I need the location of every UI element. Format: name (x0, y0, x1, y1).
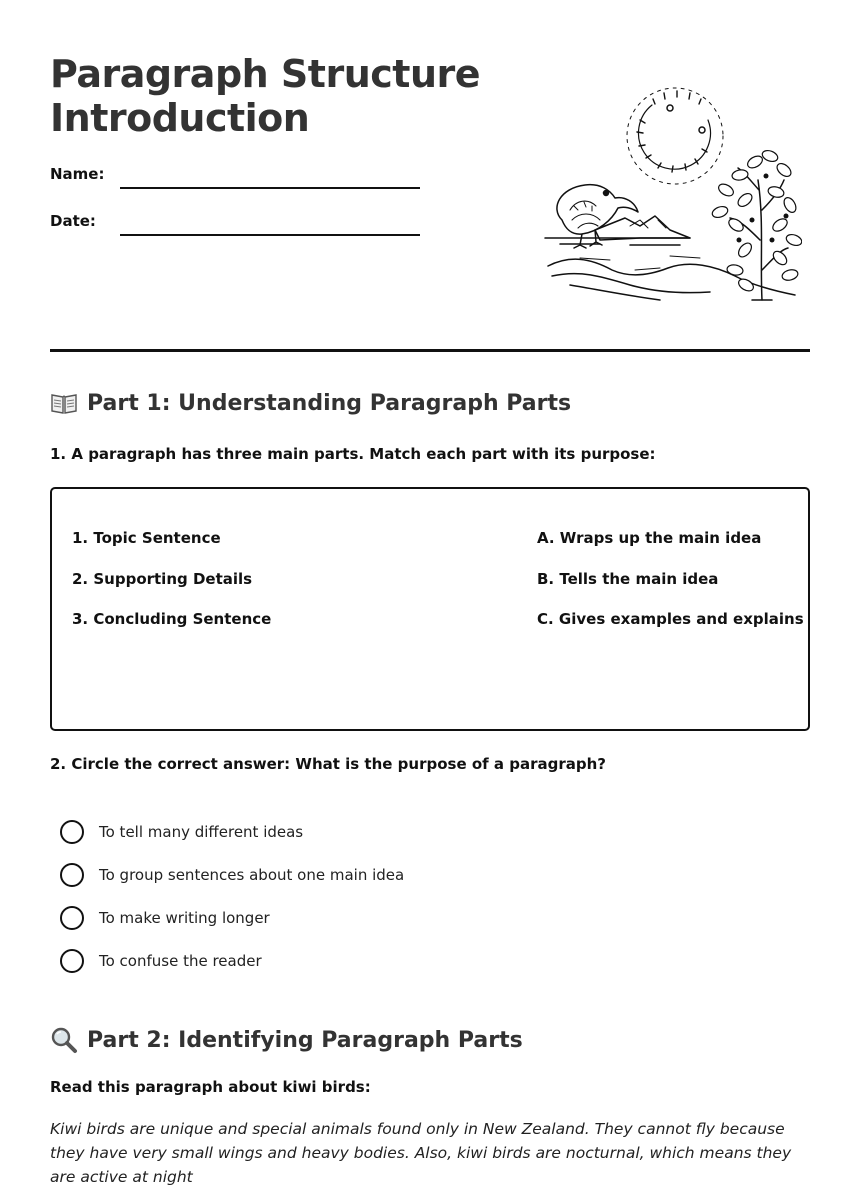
match-left-item-1: 1. Topic Sentence (72, 529, 221, 547)
match-left-item-2: 2. Supporting Details (72, 570, 253, 588)
option-circle[interactable] (60, 949, 84, 973)
match-right-item-c: C. Gives examples and explains (537, 610, 804, 628)
option-circle[interactable] (60, 863, 84, 887)
answer-option-4[interactable] (60, 949, 262, 973)
name-label: Name: (50, 165, 105, 183)
question-1: 1. A paragraph has three main parts. Match each part with its purpose: (50, 445, 656, 463)
open-book-icon (50, 389, 78, 417)
option-text: To tell many different ideas (99, 823, 304, 841)
option-text: To make writing longer (99, 909, 270, 927)
reading-instruction: Read this paragraph about kiwi birds: (50, 1078, 371, 1096)
date-input-line[interactable] (120, 234, 420, 236)
match-left-item-3: 3. Concluding Sentence (72, 610, 272, 628)
part1-heading-text: Part 1: Understanding Paragraph Parts (87, 390, 572, 416)
question-2: 2. Circle the correct answer: What is the purpose of a paragraph? (50, 755, 607, 773)
part2-heading-text: Part 2: Identifying Paragraph Parts (87, 1027, 523, 1053)
option-circle[interactable] (60, 820, 84, 844)
seal-logo (627, 88, 723, 184)
title-line-1: Paragraph Structure (50, 52, 481, 96)
match-right-item-b: B. Tells the main idea (537, 570, 719, 588)
title-line-2: Introduction (50, 96, 310, 140)
name-input-line[interactable] (120, 187, 420, 189)
option-text: To group sentences about one main idea (99, 866, 405, 884)
date-label: Date: (50, 212, 96, 230)
magnifying-glass-icon (50, 1026, 78, 1054)
part1-heading (50, 389, 571, 417)
answer-option-2[interactable] (60, 863, 404, 887)
kiwi-passage: Kiwi birds are unique and special animals found only in New Zealand. They cannot fly because they have very small wings and heavy bodies. Also, kiwi birds are nocturnal, which means they are active at night (50, 1120, 792, 1186)
kiwi-bird-landscape-illustration (540, 80, 802, 308)
answer-option-3[interactable] (60, 906, 270, 930)
matching-box (50, 487, 810, 731)
option-circle[interactable] (60, 906, 84, 930)
section-divider (50, 349, 810, 352)
page-title (50, 52, 510, 140)
tree (711, 149, 802, 300)
option-text: To confuse the reader (99, 952, 262, 970)
part2-heading (50, 1026, 523, 1054)
match-right-item-a: A. Wraps up the main idea (537, 529, 762, 547)
answer-option-1[interactable] (60, 820, 303, 844)
